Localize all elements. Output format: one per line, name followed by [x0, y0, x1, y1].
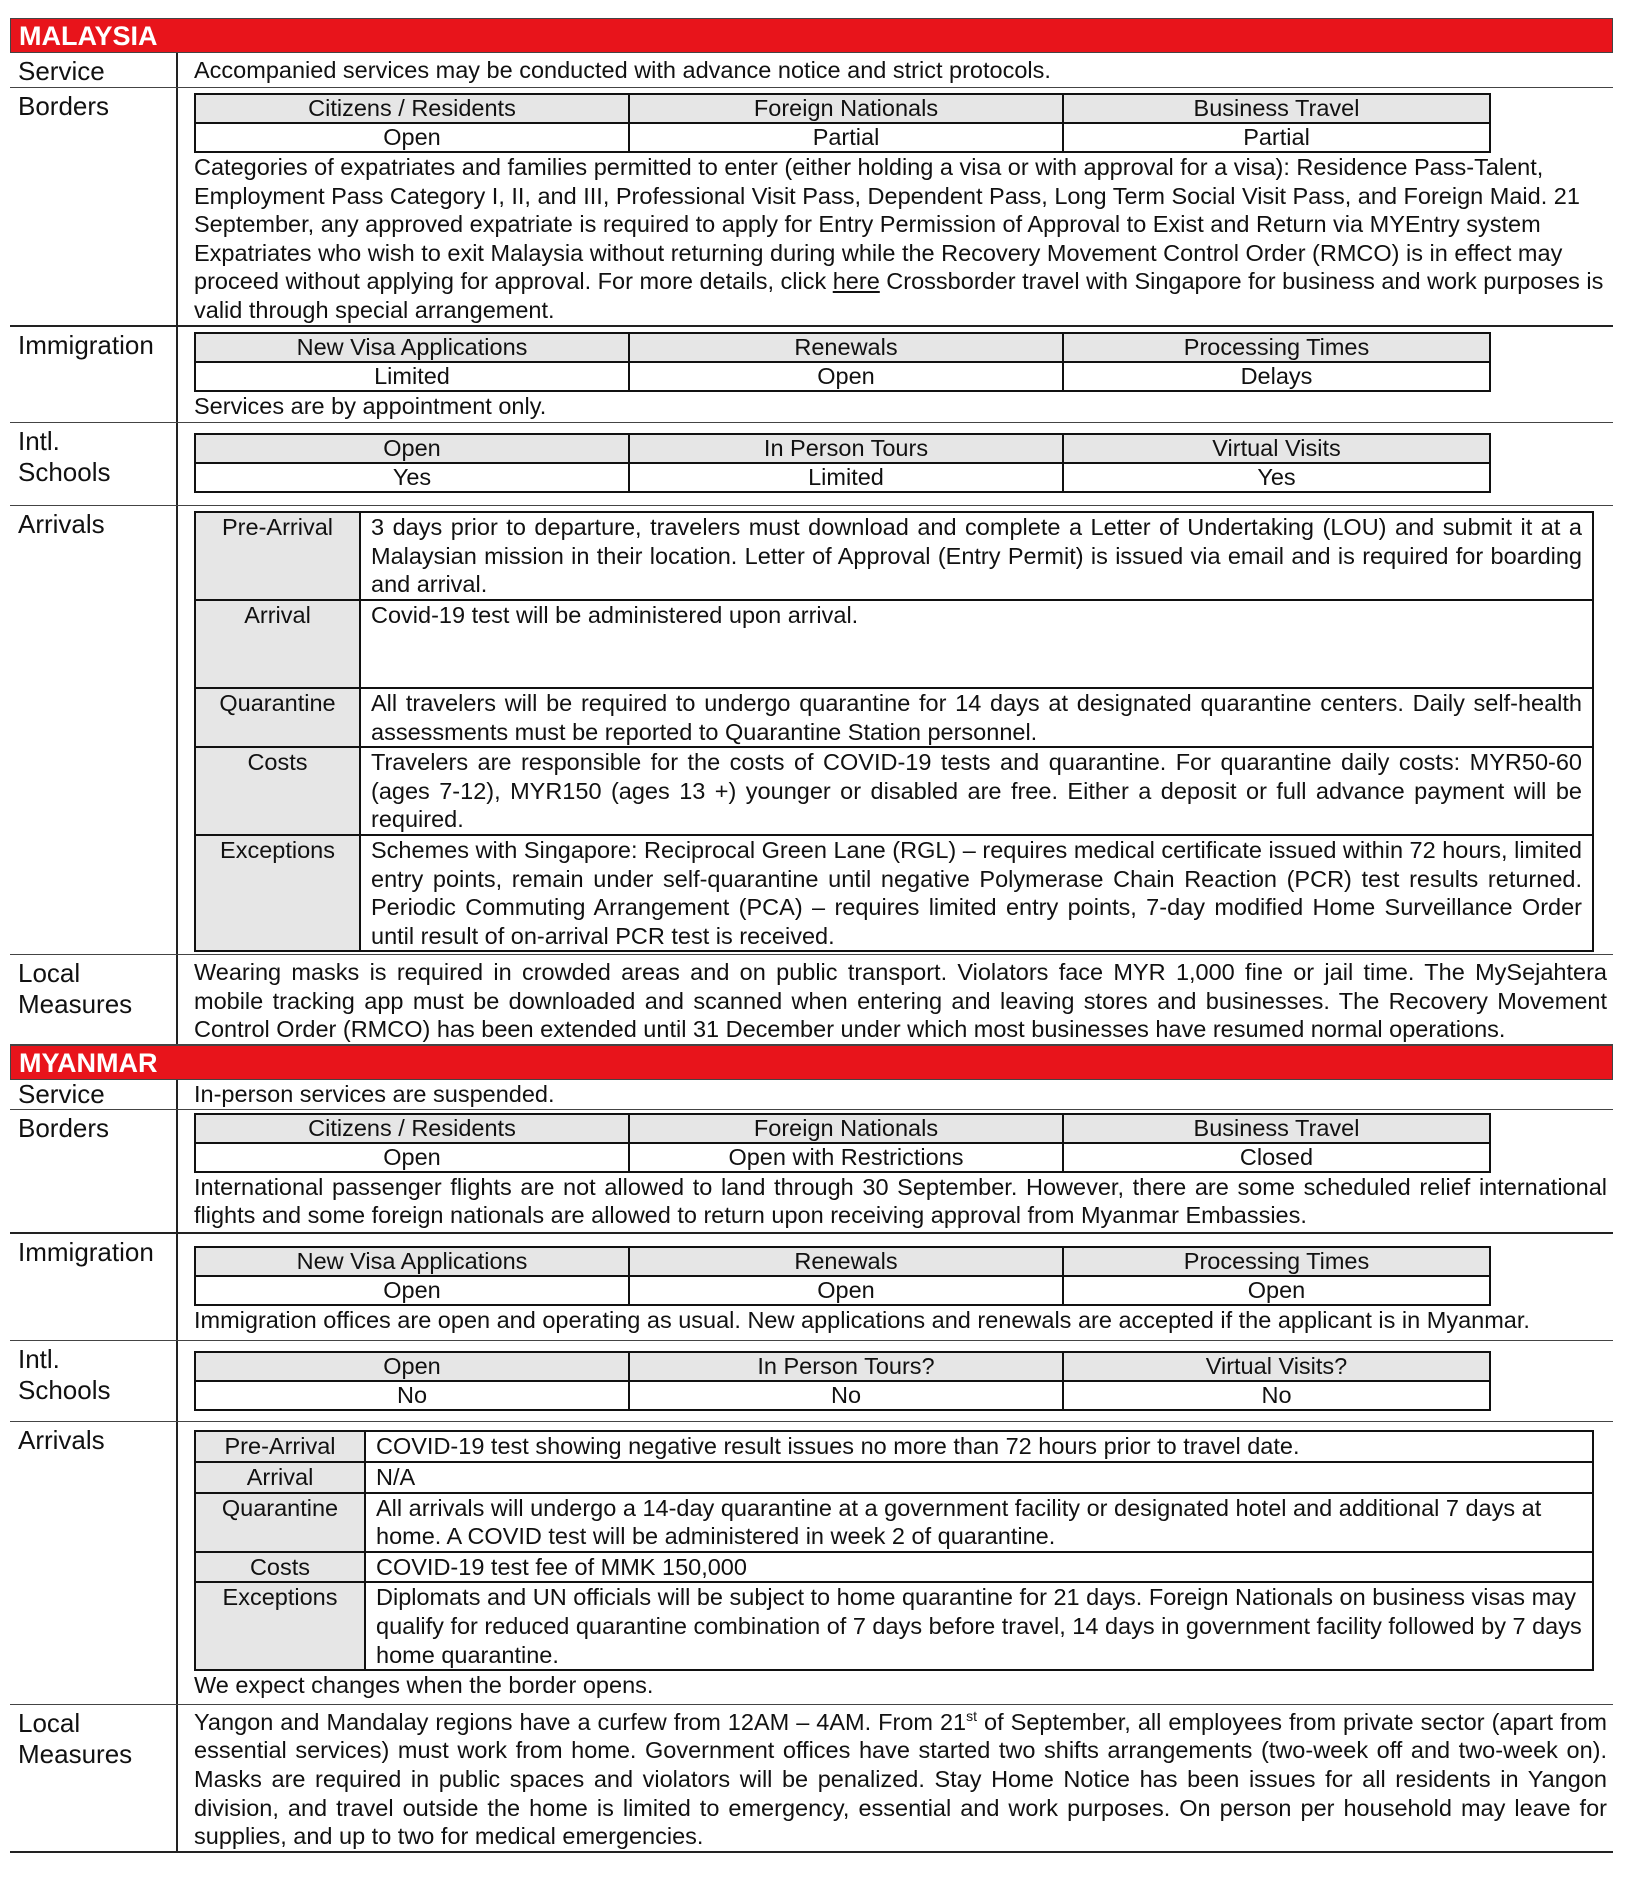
status-header: In Person Tours [629, 434, 1063, 463]
malaysia-schools-status-table [194, 433, 1491, 493]
table-row [195, 1462, 1593, 1493]
arrival-key: Costs [195, 747, 360, 835]
arrival-key: Pre-Arrival [195, 1431, 365, 1462]
row-label: Borders [10, 1110, 178, 1232]
myanmar-arrivals-row [10, 1422, 1613, 1704]
arrival-text: Travelers are responsible for the costs of COVID-19 tests and quarantine. For quarantine daily costs: MYR50-60 (ages 7-12), MYR150 (ages 13 +) younger or disabled are free. Either a deposit or full advance payment will be required. [360, 747, 1593, 835]
row-label: Immigration [10, 327, 178, 423]
table-row [195, 512, 1593, 600]
row-label: Local Measures [10, 1705, 178, 1851]
arrival-key: Exceptions [195, 1582, 365, 1670]
status-value: Open with Restrictions [629, 1143, 1063, 1172]
myanmar-local-measures-text: Yangon and Mandalay regions have a curfew from 12AM – 4AM. From 21st of September, all employees from private sector (apart from essential services) must work from home. Government offices have started two shifts arrangements (two-week off and two-week on). Masks are required in public spaces and violators will be penalized. Stay Home Notice has been issues for all residents in Yangon division, and travel outside the home is limited to emergency, essential and work purposes. On person per household may leave for supplies, and up to two for medical emergencies. [194, 1707, 1607, 1850]
status-value: Limited [629, 463, 1063, 492]
status-value: Open [629, 362, 1063, 391]
arrival-key: Arrival [195, 1462, 365, 1493]
arrival-text: COVID-19 test showing negative result issues no more than 72 hours prior to travel date. [365, 1431, 1593, 1462]
myanmar-schools-content [178, 1341, 1613, 1421]
status-header: Open [195, 1352, 629, 1381]
row-label: Local Measures [10, 955, 178, 1044]
arrival-key: Costs [195, 1552, 365, 1583]
myanmar-service-text: In-person services are suspended. [194, 1081, 555, 1108]
row-label: Service [10, 53, 178, 87]
malaysia-arrivals-table [194, 511, 1594, 952]
status-header: Foreign Nationals [629, 94, 1063, 123]
arrival-text: All arrivals will undergo a 14-day quarantine at a government facility or designated hotel and additional 7 days at home. A COVID test will be administered in week 2 of quarantine. [365, 1493, 1593, 1552]
status-value: Partial [1063, 123, 1490, 152]
status-value: No [195, 1381, 629, 1410]
status-value: Closed [1063, 1143, 1490, 1172]
arrival-text: All travelers will be required to undergo quarantine for 14 days at designated quarantine centers. Daily self-health assessments must be reported to Quarantine Station personnel. [360, 688, 1593, 747]
status-header: Processing Times [1063, 1247, 1490, 1276]
table-row [195, 835, 1593, 951]
malaysia-immigration-status-table [194, 332, 1491, 392]
status-header: Virtual Visits? [1063, 1352, 1490, 1381]
malaysia-arrivals-content [178, 506, 1613, 954]
table-row [195, 1493, 1593, 1552]
myanmar-arrivals-table [194, 1430, 1594, 1671]
malaysia-borders-content [178, 88, 1613, 325]
myanmar-immigration-status-table [194, 1246, 1491, 1306]
arrival-key: Arrival [195, 600, 360, 688]
malaysia-local-measures-row [10, 955, 1613, 1045]
arrival-text: N/A [365, 1462, 1593, 1493]
arrival-key: Quarantine [195, 688, 360, 747]
malaysia-schools-row [10, 423, 1613, 506]
travel-advisory-document [10, 18, 1613, 1853]
malaysia-borders-status-table [194, 93, 1491, 153]
malaysia-borders-text: Categories of expatriates and families permitted to enter (either holding a visa or with approval for a visa): Residence Pass-Talent, Employment Pass Category I, II, and III, Professional Visit Pass, Dependent Pass, Long Term Social Visit Pass, and Foreign Maid. 21 September, any approved expatriate is required to apply for Entry Permission of Approval to Exist and Return via MYEntry system Expatriates who wish to exit Malaysia without returning during while the Recovery Movement Control Order (RMCO) is in effect may proceed without applying for approval. For more details, click here Crossborder travel with Singapore for business and work purposes is valid through special arrangement. [194, 154, 1604, 323]
row-label: Intl. Schools [10, 1341, 178, 1421]
status-value: Yes [195, 463, 629, 492]
arrival-text: Diplomats and UN officials will be subject to home quarantine for 21 days. Foreign Nationals on business visas may qualify for reduced quarantine combination of 7 days before travel, 14 days in government facility followed by 7 days home quarantine. [365, 1582, 1593, 1670]
myanmar-immigration-text: Immigration offices are open and operating as usual. New applications and renewals are accepted if the applicant is in Myanmar. [194, 1306, 1530, 1333]
status-header: Citizens / Residents [195, 94, 629, 123]
table-row [195, 1582, 1593, 1670]
myanmar-borders-text: International passenger flights are not allowed to land through 30 September. However, there are some scheduled relief international flights and some foreign nationals are allowed to return upon receiving approval from Myanmar Embassies. [194, 1173, 1607, 1229]
row-label: Borders [10, 88, 178, 325]
status-value: No [1063, 1381, 1490, 1410]
status-value: Open [195, 1276, 629, 1305]
myanmar-service-row [10, 1080, 1613, 1110]
arrival-key: Exceptions [195, 835, 360, 951]
status-header: Virtual Visits [1063, 434, 1490, 463]
status-value: Open [1063, 1276, 1490, 1305]
malaysia-service-row [10, 53, 1613, 88]
table-row [195, 600, 1593, 688]
status-value: Partial [629, 123, 1063, 152]
malaysia-service-text: Accompanied services may be conducted with advance notice and strict protocols. [194, 57, 1051, 83]
row-label: Arrivals [10, 1422, 178, 1703]
status-header: Renewals [629, 333, 1063, 362]
myanmar-borders-content [178, 1110, 1613, 1232]
myanmar-arrivals-note: We expect changes when the border opens. [194, 1672, 654, 1699]
myanmar-schools-status-table [194, 1351, 1491, 1411]
status-value: Delays [1063, 362, 1490, 391]
malaysia-arrivals-row [10, 506, 1613, 955]
malaysia-immigration-text: Services are by appointment only. [194, 392, 547, 419]
malaysia-immigration-row [10, 327, 1613, 424]
details-link[interactable]: here [832, 268, 880, 295]
status-header: Foreign Nationals [629, 1114, 1063, 1143]
status-header: Renewals [629, 1247, 1063, 1276]
status-value: Open [195, 1143, 629, 1172]
row-label: Arrivals [10, 506, 178, 954]
status-value: No [629, 1381, 1063, 1410]
table-row [195, 1552, 1593, 1583]
country-header-myanmar: MYANMAR [10, 1045, 1613, 1080]
status-header: New Visa Applications [195, 333, 629, 362]
arrival-key: Quarantine [195, 1493, 365, 1552]
myanmar-immigration-content [178, 1234, 1613, 1341]
row-label: Intl. Schools [10, 423, 178, 505]
arrival-text: COVID-19 test fee of MMK 150,000 [365, 1552, 1593, 1583]
myanmar-borders-row [10, 1110, 1613, 1234]
arrival-text: 3 days prior to departure, travelers must download and complete a Letter of Undertaking (LOU) and submit it at a Malaysian mission in their location. Letter of Approval (Entry Permit) is issued via email and is required for boarding and arrival. [360, 512, 1593, 600]
status-header: Processing Times [1063, 333, 1490, 362]
arrival-key: Pre-Arrival [195, 512, 360, 600]
malaysia-local-measures-text: Wearing masks is required in crowded areas and on public transport. Violators face MYR 1,000 fine or jail time. The MySejahtera mobile tracking app must be downloaded and scanned when entering and leaving stores and businesses. The Recovery Movement Control Order (RMCO) has been extended until 31 December under which most businesses have resumed normal operations. [194, 959, 1607, 1043]
malaysia-immigration-content [178, 327, 1613, 423]
status-value: Open [195, 123, 629, 152]
arrival-text: Schemes with Singapore: Reciprocal Green Lane (RGL) – requires medical certificate issued within 72 hours, limited entry points, remain under self-quarantine until negative Polymerase Chain Reaction (PCR) test results returned. Periodic Commuting Arrangement (PCA) – requires limited entry points, 7-day modified Home Surveillance Order until result of on-arrival PCR test is received. [360, 835, 1593, 951]
country-header-malaysia: MALAYSIA [10, 18, 1613, 53]
table-row [195, 747, 1593, 835]
myanmar-schools-row [10, 1341, 1613, 1422]
row-label: Immigration [10, 1234, 178, 1341]
row-label: Service [10, 1080, 178, 1109]
status-header: New Visa Applications [195, 1247, 629, 1276]
status-header: In Person Tours? [629, 1352, 1063, 1381]
status-header: Citizens / Residents [195, 1114, 629, 1143]
status-value: Yes [1063, 463, 1490, 492]
malaysia-borders-row [10, 88, 1613, 327]
status-header: Business Travel [1063, 1114, 1490, 1143]
table-row [195, 688, 1593, 747]
myanmar-immigration-row [10, 1234, 1613, 1342]
malaysia-schools-content [178, 423, 1613, 505]
arrival-text: Covid-19 test will be administered upon arrival. [360, 600, 1593, 688]
myanmar-arrivals-content [178, 1422, 1613, 1703]
status-header: Business Travel [1063, 94, 1490, 123]
myanmar-local-measures-row [10, 1705, 1613, 1853]
status-header: Open [195, 434, 629, 463]
status-value: Open [629, 1276, 1063, 1305]
myanmar-borders-status-table [194, 1113, 1491, 1173]
table-row [195, 1431, 1593, 1462]
status-value: Limited [195, 362, 629, 391]
